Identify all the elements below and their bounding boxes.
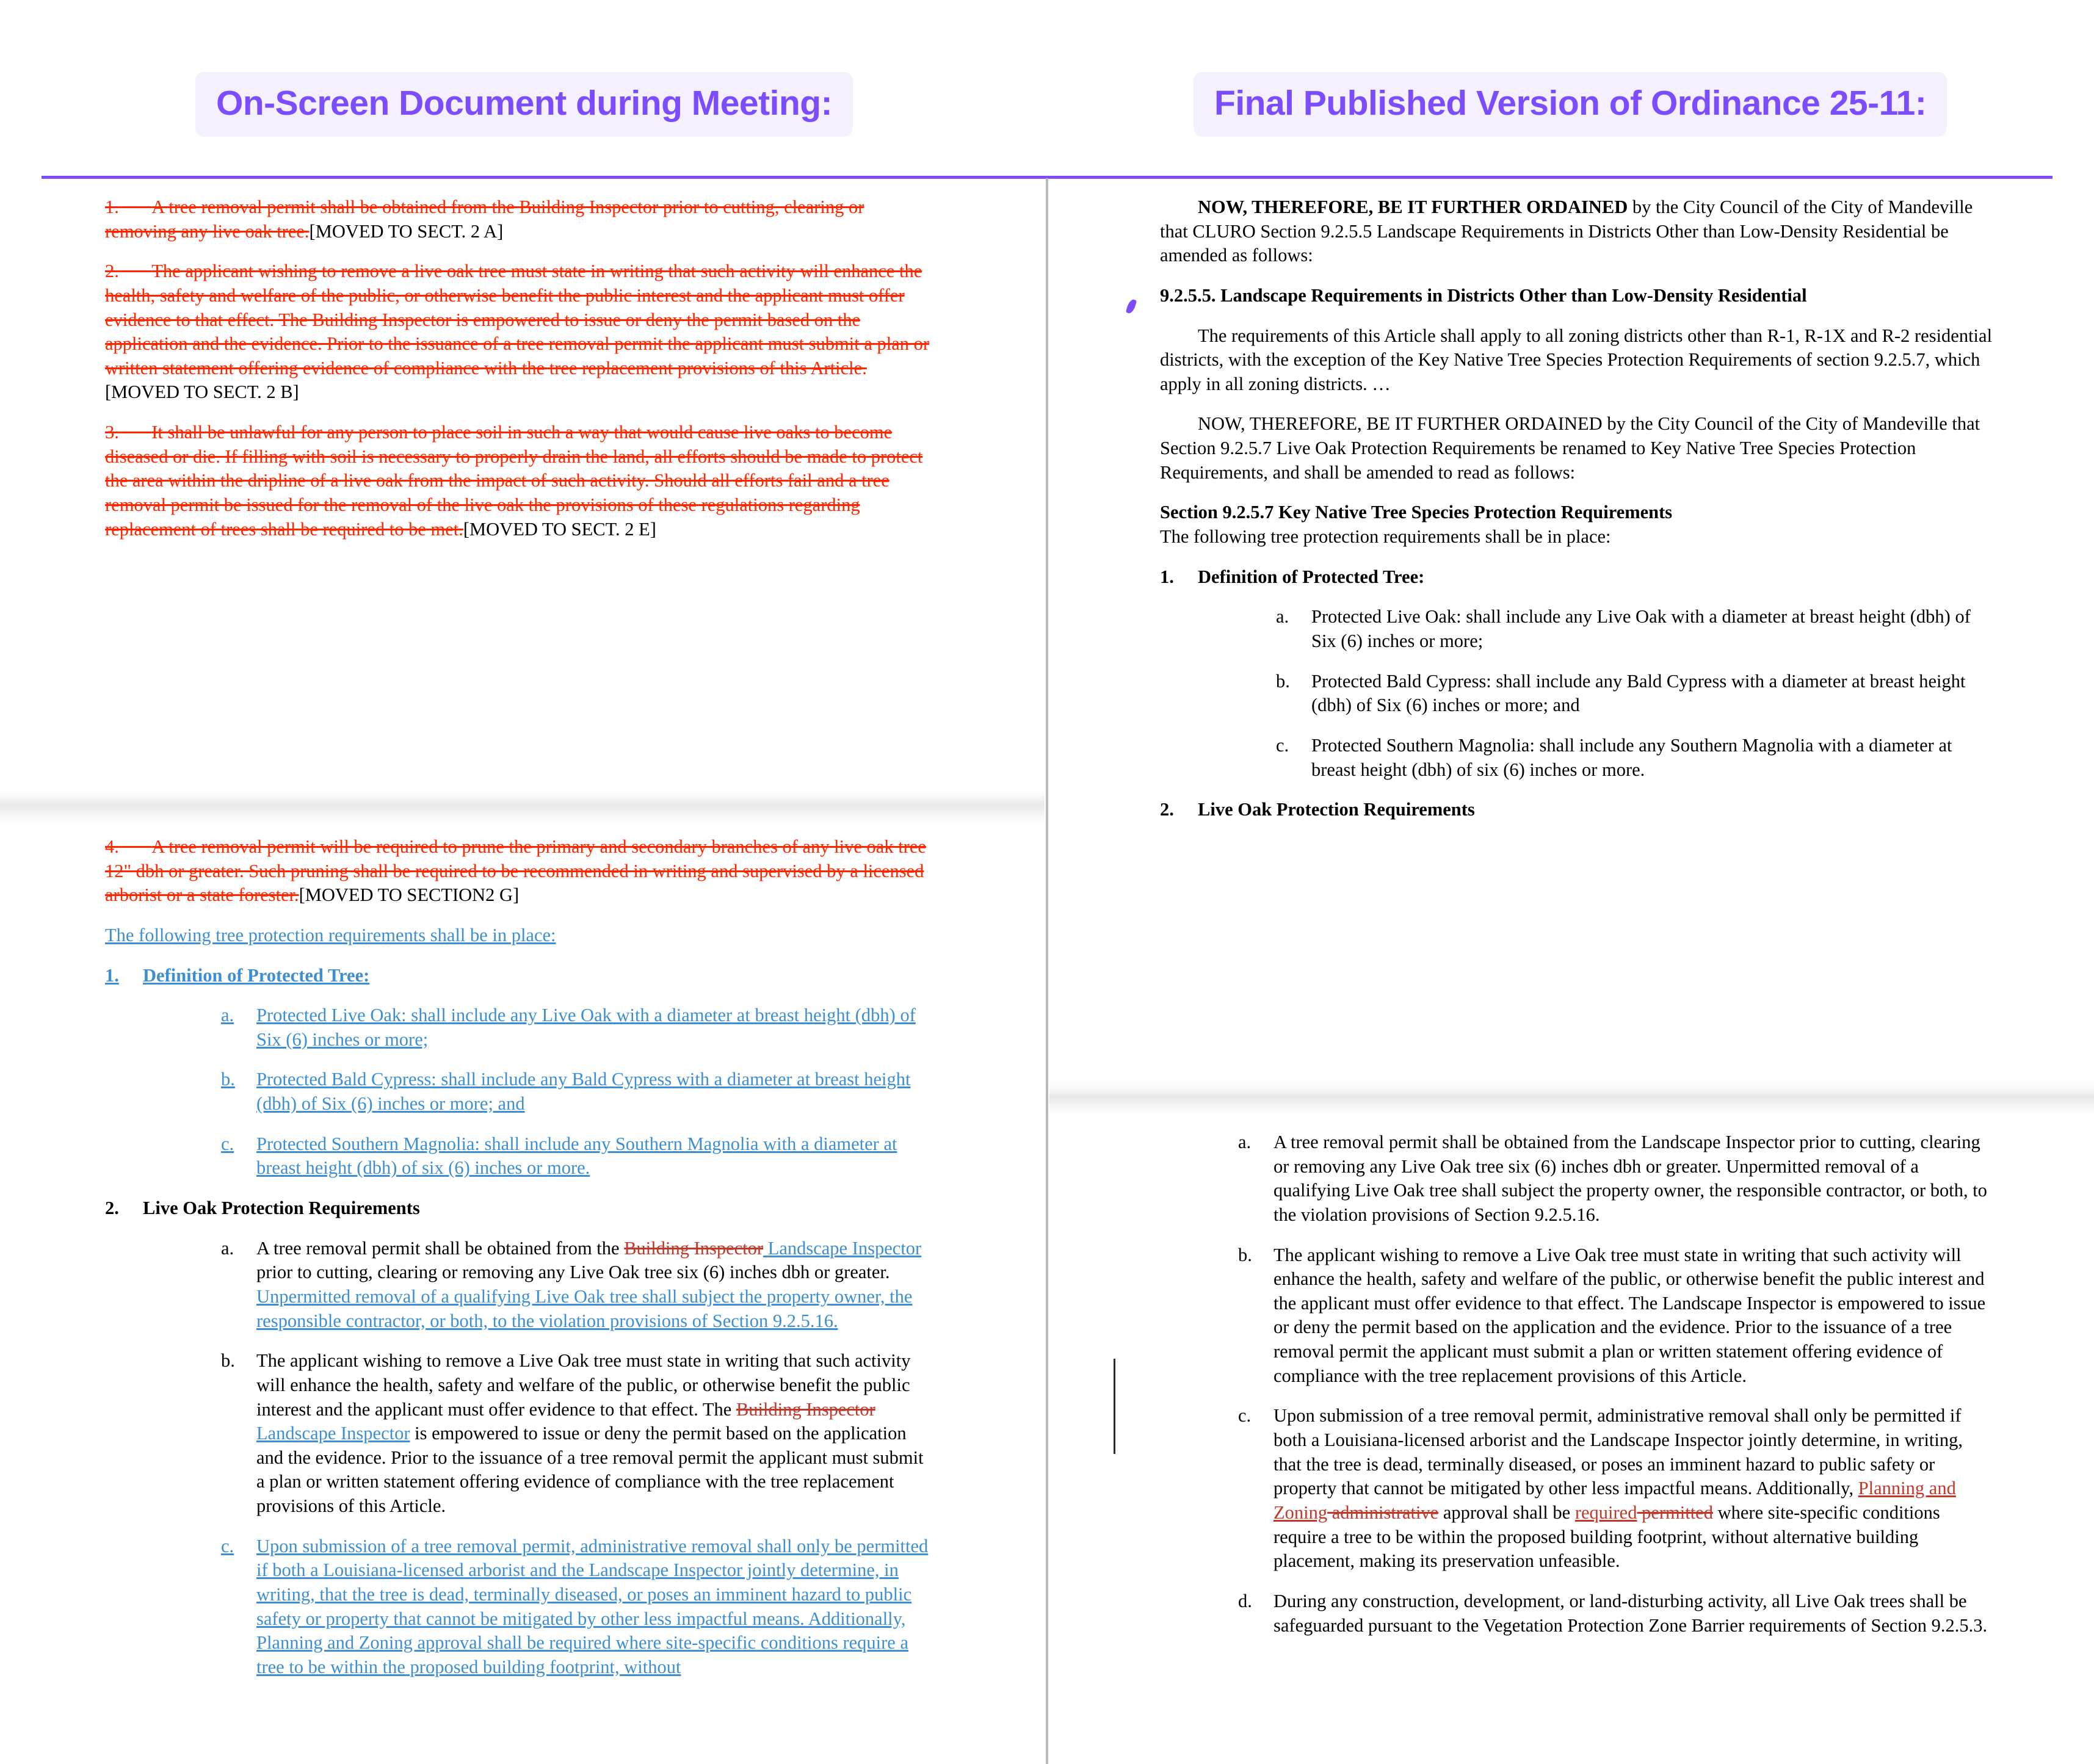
left-item-2-deleted-text: The applicant wishing to remove a live oak tree must state in writing that such activity will enhance the health, safety and welfare of the public, or otherwise benefit the public interest and the applicant must offer evidence to that effect. The Building Inspector is empowered to issue or deny the permit based on the application and the evidence. Prior to the issuance of a tree removal permit the applicant must submit a plan or written statement offering evidence of compliance with the tree replacement provisions of this Article. — [105, 261, 930, 378]
right-s2-item-c-inserted-1: Planning and Zoning — [1273, 1478, 1956, 1523]
left-document-pane[interactable] — [0, 178, 1045, 1764]
right-heading-9255 — [1160, 284, 1993, 308]
list-item — [221, 1349, 934, 1518]
left-s2-item-a-mark: a. — [221, 1237, 234, 1259]
list-item — [221, 1534, 934, 1680]
column-divider — [1046, 178, 1048, 1764]
left-section-2-heading: Live Oak Protection Requirements — [143, 1198, 420, 1219]
left-section-1-list — [105, 964, 934, 1680]
left-item-2-number: 2. — [105, 261, 119, 282]
right-s1-item-c-text: Protected Southern Magnolia: shall include any Southern Magnolia with a diameter at breast height (dbh) of six (6) inches or more. — [1311, 734, 1952, 780]
list-item — [221, 1132, 934, 1180]
right-s1-item-b-mark: b. — [1276, 670, 1290, 692]
left-s2-item-a-inserted-2: Unpermitted removal of a qualifying Live Oak tree shall subject the property owner, the responsible contractor, or both, to the violation provisions of Section 9.2.5.16. — [256, 1285, 913, 1331]
list-item — [1238, 1130, 1993, 1227]
right-section-2-item — [1160, 798, 1993, 822]
list-item — [1238, 1589, 1993, 1638]
revision-change-bar — [1114, 1359, 1115, 1454]
list-item — [221, 1003, 934, 1052]
left-s2-item-b-inserted: Landscape Inspector — [256, 1423, 410, 1444]
list-item — [1238, 1243, 1993, 1389]
left-s2-item-b-deleted: Building Inspector — [736, 1398, 875, 1420]
right-page-2-content — [1160, 1130, 1993, 1654]
right-section-1-heading: Definition of Protected Tree: — [1198, 566, 1425, 587]
right-ordained-2-lead: NOW, THEREFORE, BE IT FURTHER ORDAINED — [1198, 413, 1603, 435]
right-s2-item-c-mark: c. — [1238, 1405, 1252, 1426]
right-intro-paragraph: The following tree protection requirements shall be in place: — [1160, 526, 1611, 548]
right-live-oak-list — [1160, 1130, 1993, 1638]
left-intro-paragraph — [105, 924, 934, 948]
left-section-1-heading: Definition of Protected Tree: — [143, 964, 370, 986]
list-item — [1276, 734, 1993, 782]
left-item-3-number: 3. — [105, 422, 119, 443]
left-deleted-item-4 — [105, 835, 934, 908]
left-live-oak-list — [143, 1237, 934, 1680]
left-item-1-number: 1. — [105, 197, 119, 217]
list-item — [1276, 605, 1993, 653]
right-document-pane[interactable] — [1049, 178, 2094, 1764]
right-section-2-number: 2. — [1160, 799, 1174, 820]
left-page-1-content — [105, 195, 934, 557]
right-s2-item-d-text: During any construction, development, or land-disturbing activity, all Live Oak trees shall be safeguarded pursuant to the Vegetation Protection Zone Barrier requirements of Section 9.2.5.3. — [1273, 1590, 1988, 1636]
right-ordained-paragraph-2 — [1160, 412, 1993, 485]
left-s2-item-a-seg1: A tree removal permit shall be obtained from the — [256, 1237, 625, 1259]
left-item-1-deleted-text: A tree removal permit shall be obtained from the Building Inspector prior to cutting, clearing or removing any live oak tree. — [105, 197, 864, 242]
left-item-1-moved-tag: [MOVED TO SECT. 2 A] — [309, 220, 504, 242]
right-section-1-number: 1. — [1160, 566, 1174, 587]
right-ordained-paragraph-1 — [1160, 195, 1993, 268]
right-heading-9257 — [1160, 501, 1993, 525]
left-item-4-moved-tag: [MOVED TO SECTION2 G] — [299, 884, 520, 906]
right-s2-item-d-mark: d. — [1238, 1590, 1252, 1611]
left-intro-inserted-text: The following tree protection requirements shall be in place: — [105, 924, 556, 945]
left-protected-tree-list — [143, 1003, 934, 1180]
right-requirements-paragraph: The requirements of this Article shall apply to all zoning districts other than R-1, R-1X and R-2 residential districts, with the exception of the Key Native Tree Species Protection Requirements of section 9.2.5.7, which apply in all zoning districts. … — [1160, 325, 1993, 394]
left-section-2-number: 2. — [105, 1198, 119, 1219]
left-s1-item-a-mark: a. — [221, 1005, 234, 1026]
left-page-2-content — [105, 835, 934, 1696]
right-s2-item-c-inserted-2: required — [1574, 1502, 1637, 1523]
left-item-4-number: 4. — [105, 836, 119, 857]
left-deleted-item-1 — [105, 195, 934, 244]
right-s2-item-b-mark: b. — [1238, 1244, 1252, 1265]
left-column-title: On-Screen Document during Meeting: — [195, 72, 853, 137]
left-s2-item-b-mark: b. — [221, 1350, 235, 1372]
right-ordained-2-rest: by the City Council of the City of Mandeville that Section 9.2.5.7 Live Oak Protection Requirements be renamed to Key Native Tree Species Protection Requirements, and shall be amended to read as follows: — [1160, 413, 1980, 483]
page-break-gap — [0, 789, 1045, 823]
right-heading-9255-text: 9.2.5.5. Landscape Requirements in Districts Other than Low-Density Residential — [1160, 284, 1807, 306]
right-protected-tree-list — [1198, 605, 1993, 782]
right-s2-item-c-deleted-2: permitted — [1637, 1502, 1713, 1523]
left-s1-item-b-text: Protected Bald Cypress: shall include any Bald Cypress with a diameter at breast height (dbh) of Six (6) inches or more; and — [256, 1069, 911, 1115]
left-s1-item-a-text: Protected Live Oak: shall include any Live Oak with a diameter at breast height (dbh) of Six (6) inches or more; — [256, 1005, 916, 1050]
right-column-title: Final Published Version of Ordinance 25-11: — [1194, 72, 1947, 137]
left-s2-item-a-inserted-1: Landscape Inspector — [763, 1237, 922, 1259]
comparison-header — [0, 0, 2094, 177]
right-s2-item-c-deleted-1: administrative — [1327, 1502, 1439, 1523]
left-s2-item-b-seg1: The applicant wishing to remove a Live Oak tree must state in writing that such activity will enhance the health, safety and welfare of the public, or otherwise benefit the public interest and the applicant must offer evidence to that effect. The — [256, 1350, 911, 1420]
list-item — [221, 1237, 934, 1334]
right-heading-9257-text: Section 9.2.5.7 Key Native Tree Species Protection Requirements — [1160, 502, 1673, 523]
left-item-3-moved-tag: [MOVED TO SECT. 2 E] — [463, 518, 656, 540]
right-ordained-1-lead: NOW, THEREFORE, BE IT FURTHER ORDAINED — [1198, 197, 1628, 217]
left-s2-item-a-deleted: Building Inspector — [624, 1237, 764, 1259]
left-section-2-item — [105, 1196, 934, 1680]
left-deleted-item-2 — [105, 259, 934, 405]
left-s2-item-c-text: Upon submission of a tree removal permit, administrative removal shall only be permitted if both a Louisiana-licensed arborist and the Landscape Inspector jointly determine, in writing, that the tree is dead, terminally diseased, or poses an imminent hazard to public safety or property that cannot be mitigated by other less impactful means. Additionally, Planning and Zoning approval shall be required where site-specific conditions require a tree to be within the proposed building footprint, without — [256, 1535, 929, 1677]
left-item-2-moved-tag: [MOVED TO SECT. 2 B] — [105, 381, 299, 403]
right-page-1-content — [1160, 195, 1993, 838]
list-item — [1238, 1404, 1993, 1573]
list-item — [1276, 670, 1993, 718]
left-s2-item-a-seg2: prior to cutting, clearing or removing any Live Oak tree six (6) inches dbh or greater. — [256, 1262, 890, 1283]
left-item-4-deleted-text: A tree removal permit will be required to prune the primary and secondary branches of any live oak tree 12" dbh or greater. Such pruning shall be required to be recommended in writing and supervised by a licensed arborist or a state forester. — [105, 836, 926, 906]
left-s1-item-c-text: Protected Southern Magnolia: shall include any Southern Magnolia with a diameter at breast height (dbh) of six (6) inches or more. — [256, 1133, 897, 1179]
right-ordained-1-rest: by the City Council of the City of Mandeville that CLURO Section 9.2.5.5 Landscape Requirements in Districts Other than Low-Density Residential be amended as follows: — [1160, 197, 1973, 266]
right-s2-item-c-seg3: where site-specific conditions require a tree to be within the proposed building footprint, without alternative building placement, making its preservation unfeasible. — [1273, 1502, 1940, 1572]
right-s2-item-a-mark: a. — [1238, 1132, 1252, 1152]
right-s2-item-c-seg2: approval shall be — [1438, 1502, 1575, 1523]
left-s1-item-c-mark: c. — [221, 1133, 234, 1154]
left-s1-item-b-mark: b. — [221, 1069, 235, 1090]
right-s2-item-c-seg1: Upon submission of a tree removal permit, administrative removal shall only be permitted if both a Louisiana-licensed arborist and the Landscape Inspector jointly determine, in writing, that the tree is dead, terminally diseased, or poses an imminent hazard to public safety or property that cannot be mitigated by other less impactful means. Additionally, — [1273, 1405, 1963, 1499]
right-s1-item-c-mark: c. — [1276, 734, 1289, 756]
right-s2-item-a-text: A tree removal permit shall be obtained from the Landscape Inspector prior to cutting, clearing or removing any Live Oak tree six (6) inches dbh or greater. Unpermitted removal of a qualifying Live Oak tree shall subject the property owner, the responsible contractor, or both, to the violation provisions of Section 9.2.5.16. — [1273, 1132, 1987, 1225]
right-section-2-heading: Live Oak Protection Requirements — [1198, 799, 1475, 820]
right-s1-item-b-text: Protected Bald Cypress: shall include any Bald Cypress with a diameter at breast height (dbh) of Six (6) inches or more; and — [1311, 670, 1966, 716]
right-s1-item-a-mark: a. — [1276, 606, 1289, 627]
cursor-caret-icon — [1126, 298, 1137, 315]
left-s2-item-b-seg2: is empowered to issue or deny the permit based on the application and the evidence. Prior to the issuance of a tree removal permit the applicant must submit a plan or written statement offering evidence of compliance with the tree replacement provisions of this Article. — [256, 1423, 924, 1517]
right-s2-item-b-text: The applicant wishing to remove a Live Oak tree must state in writing that such activity will enhance the health, safety and welfare of the public, or otherwise benefit the public interest and the applicant must offer evidence to that effect. The Landscape Inspector is empowered to issue or deny the permit based on the application and the evidence. Prior to the issuance of a tree removal permit the applicant must submit a plan or written statement offering evidence of compliance with the tree replacement provisions of this Article. — [1273, 1244, 1986, 1386]
right-s1-item-a-text: Protected Live Oak: shall include any Live Oak with a diameter at breast height (dbh) of Six (6) inches or more; — [1311, 606, 1971, 651]
left-section-1-number: 1. — [105, 964, 119, 986]
list-item — [221, 1068, 934, 1116]
left-deleted-item-3 — [105, 421, 934, 541]
right-section-1-list — [1160, 565, 1993, 822]
left-s2-item-c-mark: c. — [221, 1535, 234, 1556]
left-section-1-item — [105, 964, 934, 1180]
left-item-3-deleted-text: It shall be unlawful for any person to place soil in such a way that would cause live oaks to become diseased or die. If filling with soil is necessary to properly drain the land, all efforts should be made to protect the area within the dripline of a live oak from the impact of such activity. Should all efforts fail and a tree removal permit be issued for the removal of the live oak the provisions of these regulations regarding replacement of trees shall be required to be met. — [105, 422, 923, 540]
right-section-1-item — [1160, 565, 1993, 782]
page-break-gap — [1049, 1080, 2094, 1115]
